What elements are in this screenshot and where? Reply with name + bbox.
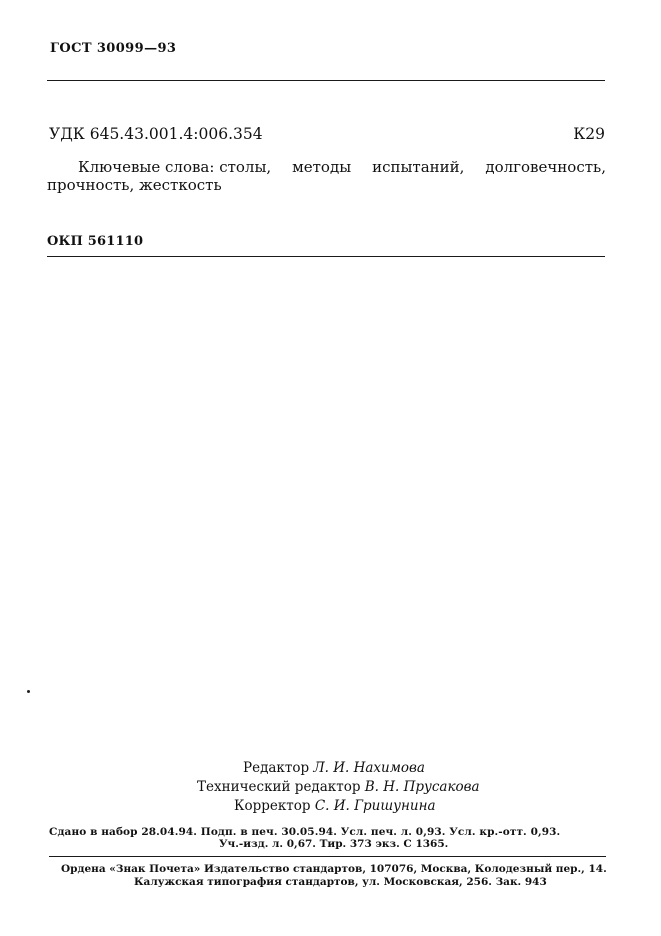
imprint-rule (49, 856, 606, 857)
editor-label: Редактор (243, 760, 314, 776)
okp-code: ОКП 561110 (47, 234, 144, 249)
okp-rule (47, 256, 605, 257)
keywords-line-2: прочность, жесткость (47, 176, 222, 194)
tech-editor-label: Технический редактор (197, 779, 365, 795)
corrector-label: Корректор (234, 798, 315, 814)
editor-line (243, 760, 425, 776)
imprint-line-1: Сдано в набор 28.04.94. Подп. в печ. 30.05.94. Усл. печ. л. 0,93. Усл. кр.-отт. 0,93. (49, 826, 561, 838)
keyword-segment: методы (292, 158, 352, 176)
keyword-segment: испытаний, (372, 158, 465, 176)
tech-editor-line (197, 779, 480, 795)
group-code: К29 (573, 125, 605, 143)
imprint-line-2: Уч.-изд. л. 0,67. Тир. 373 экз. С 1365. (219, 838, 449, 850)
udk-code: УДК 645.43.001.4:006.354 (49, 125, 263, 143)
stray-dot (27, 690, 30, 693)
corrector-line (234, 798, 436, 814)
keyword-segment: Ключевые слова: столы, (78, 158, 272, 176)
header-rule (47, 80, 605, 81)
editor-name: Л. И. Нахимова (313, 760, 425, 776)
tech-editor-name: В. Н. Прусакова (364, 779, 480, 795)
publisher-line-2: Калужская типография стандартов, ул. Московская, 256. Зак. 943 (134, 876, 547, 888)
gost-header: ГОСТ 30099—93 (50, 41, 177, 56)
keyword-segment: долговечность, (485, 158, 606, 176)
publisher-line-1: Ордена «Знак Почета» Издательство стандартов, 107076, Москва, Колодезный пер., 14. (61, 863, 607, 875)
keywords-line-1 (78, 158, 606, 176)
corrector-name: С. И. Гришунина (314, 798, 436, 814)
